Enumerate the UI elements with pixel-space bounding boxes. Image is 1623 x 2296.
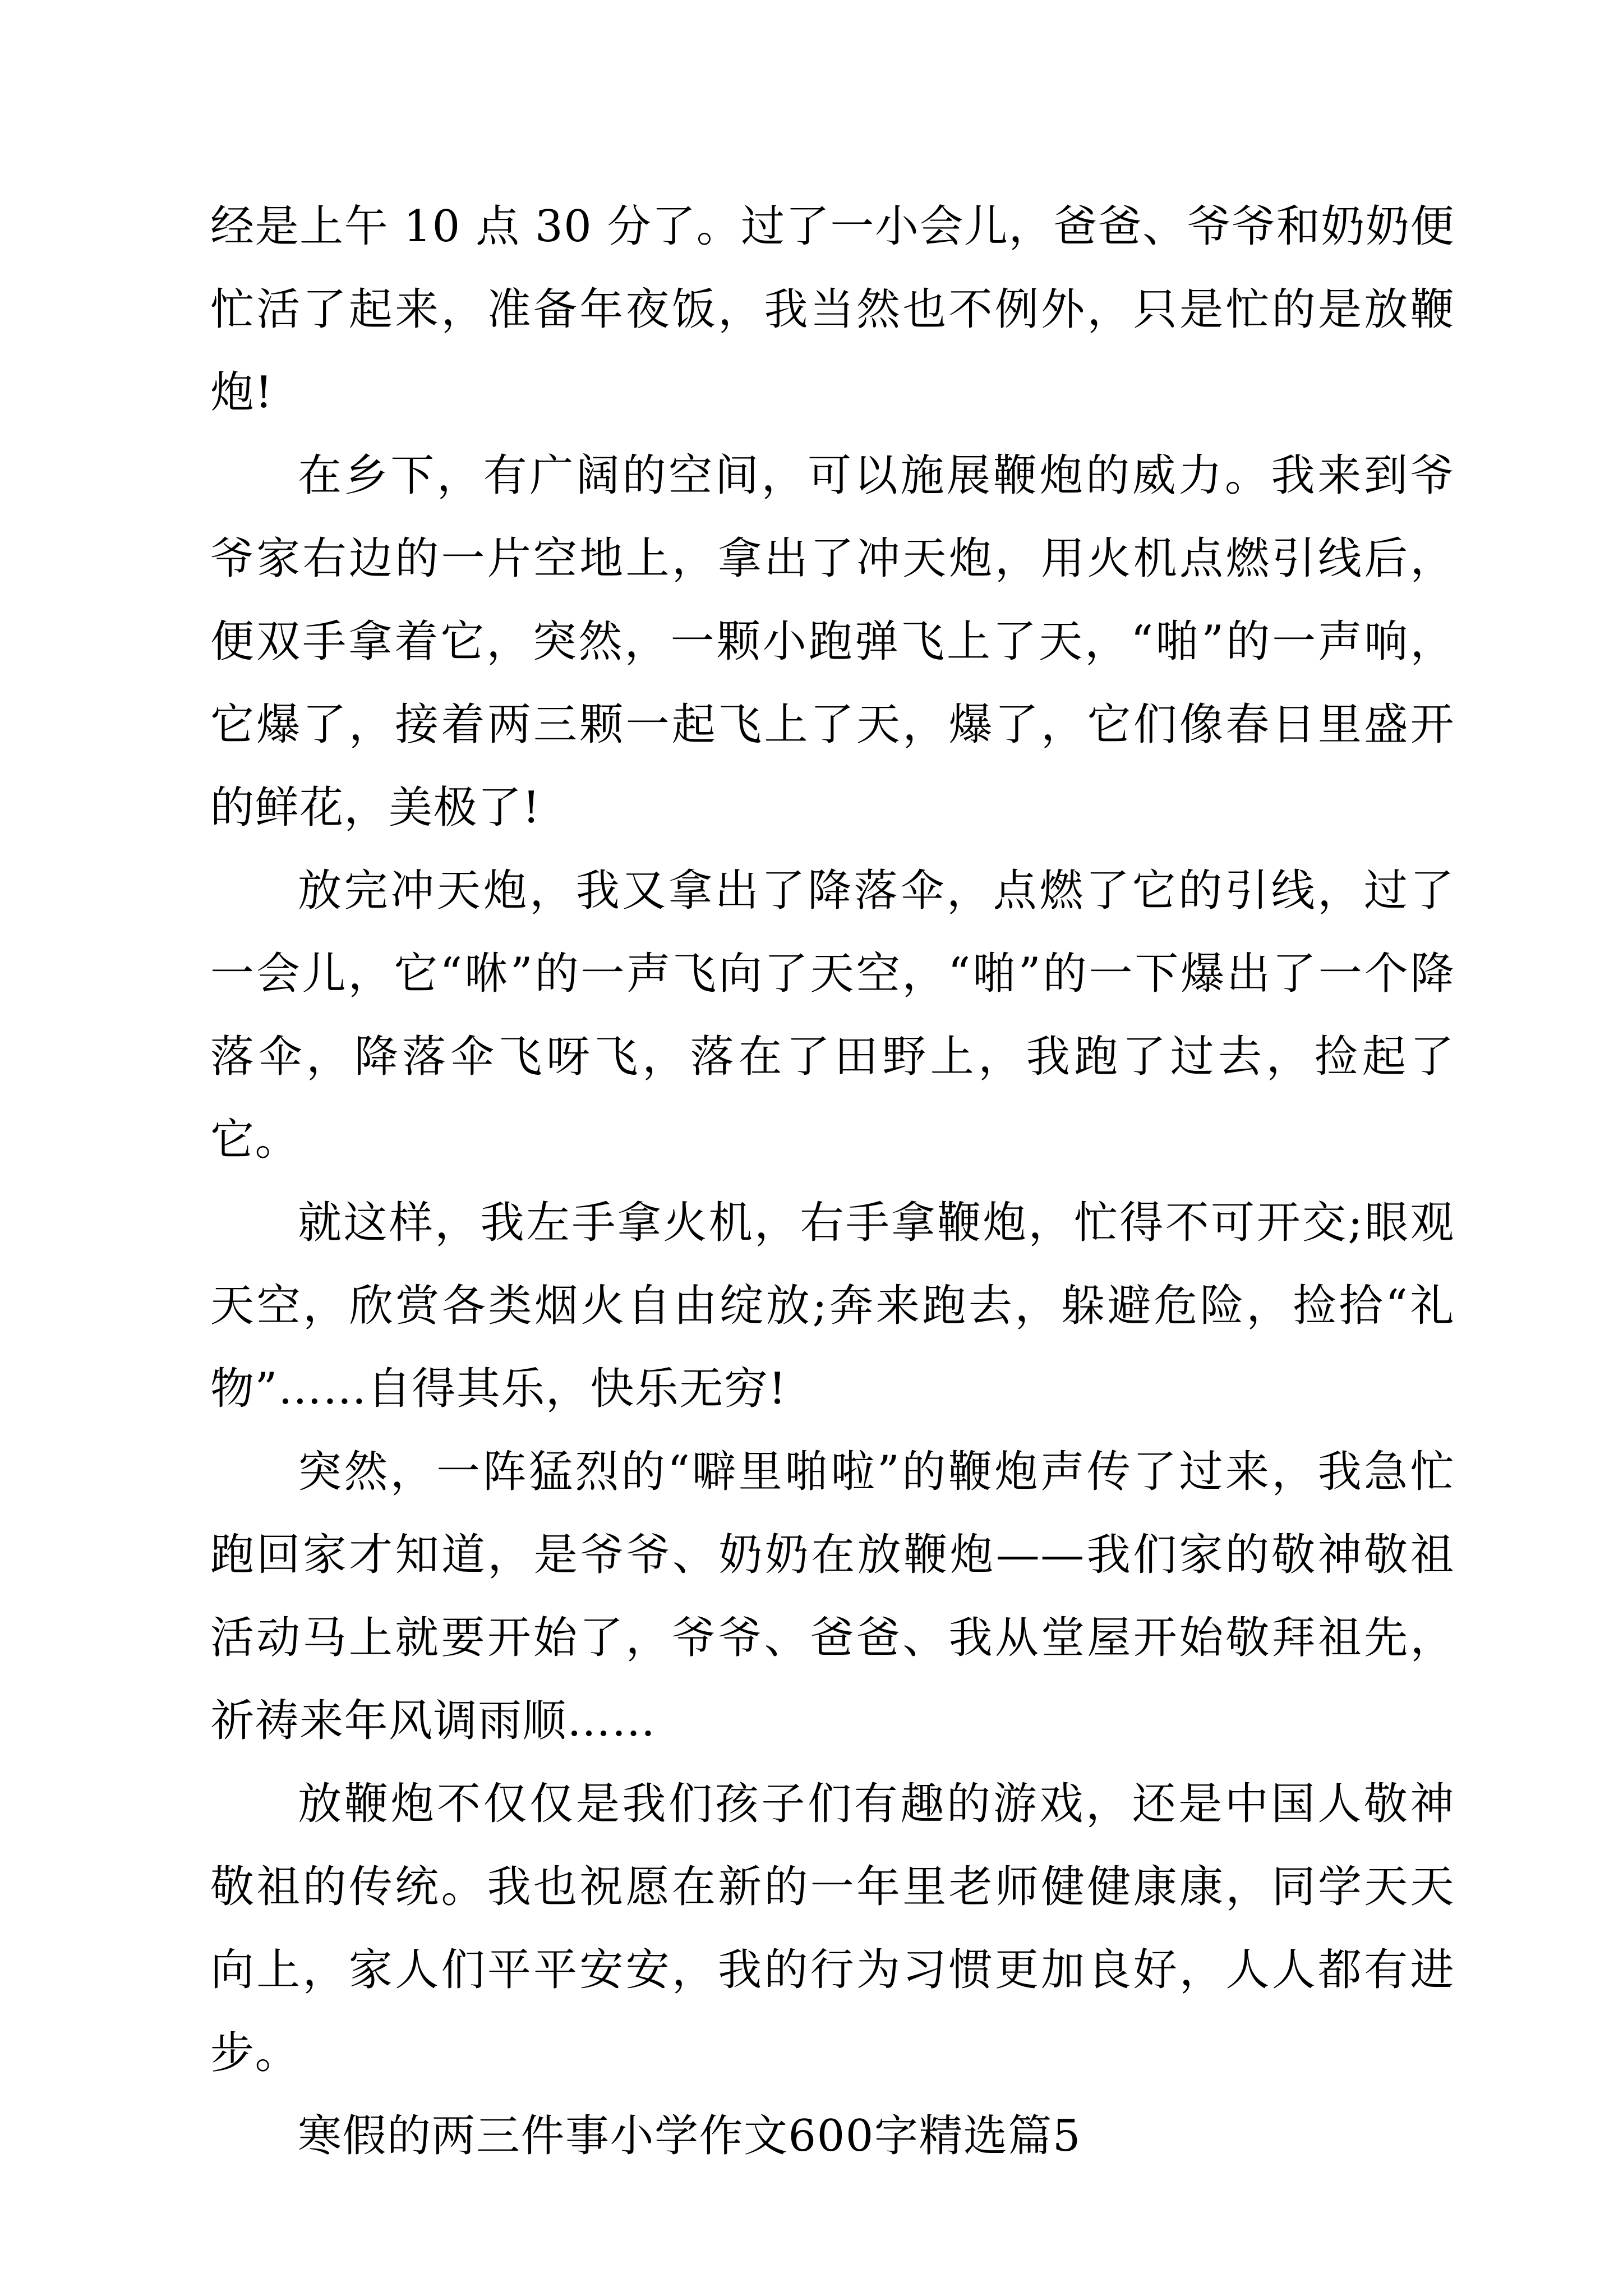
paragraph-2: 在乡下，有广阔的空间，可以施展鞭炮的威力。我来到爷爷家右边的一片空地上，拿出了冲天炮，用火机点燃引线后，便双手拿着它，突然，一颗小跑弹飞上了天，“啪”的一声响，它爆了，接着两三颗一起飞上了天，爆了，它们像春日里盛开的鲜花，美极了!: [210, 450, 1455, 833]
paragraph-3: 放完冲天炮，我又拿出了降落伞，点燃了它的引线，过了一会儿，它“咻”的一声飞向了天空，“啪”的一下爆出了一个降落伞，降落伞飞呀飞，落在了田野上，我跑了过去，捡起了它。: [210, 866, 1455, 1165]
paragraph-4: 就这样，我左手拿火机，右手拿鞭炮，忙得不可开交;眼观天空，欣赏各类烟火自由绽放;奔来跑去，躲避危险，捡拾“礼物”……自得其乐，快乐无穷!: [210, 1198, 1455, 1414]
section-heading: 寒假的两三件事小学作文600字精选篇5: [298, 2111, 1082, 2161]
paragraph-continuation: 经是上午 10 点 30 分了。过了一小会儿，爸爸、爷爷和奶奶便忙活了起来，准备年夜饭，我当然也不例外，只是忙的是放鞭炮!: [210, 201, 1455, 418]
paragraph-6: 放鞭炮不仅仅是我们孩子们有趣的游戏，还是中国人敬神敬祖的传统。我也祝愿在新的一年里老师健健康康，同学天天向上，家人们平平安安，我的行为习惯更加良好，人人都有进步。: [210, 1779, 1455, 2078]
paragraph-5: 突然，一阵猛烈的“噼里啪啦”的鞭炮声传了过来，我急忙跑回家才知道，是爷爷、奶奶在放鞭炮——我们家的敬神敬祖活动马上就要开始了，爷爷、爸爸、我从堂屋开始敬拜祖先，祈祷来年风调雨顺……: [210, 1447, 1455, 1746]
document-body: [210, 185, 1455, 2178]
